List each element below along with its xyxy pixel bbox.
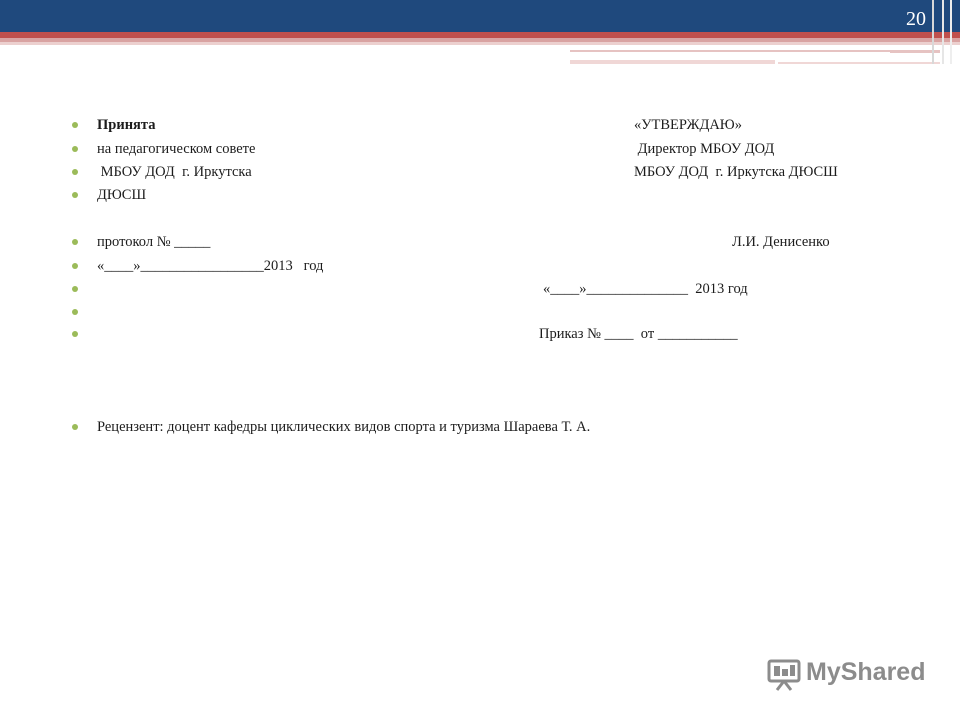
approve-heading: «УТВЕРЖДАЮ» xyxy=(634,117,742,133)
director-institution-line: МБОУ ДОД г. Иркутска ДЮСШ xyxy=(634,164,838,180)
institution-abbrev-line: ДЮСШ xyxy=(97,187,147,203)
reviewer-line: Рецензент: доцент кафедры циклических видов спорта и туризма Шараева Т. А. xyxy=(97,419,591,435)
accepted-heading: Принята xyxy=(97,117,156,133)
bullet-icon xyxy=(72,263,78,269)
bullet-icon xyxy=(72,331,78,337)
bullet-icon xyxy=(72,169,78,175)
bullet-icon xyxy=(72,286,78,292)
pedagogical-council-line: на педагогическом совете xyxy=(97,141,256,157)
header-divider xyxy=(950,0,952,64)
bullet-icon xyxy=(72,309,78,315)
header-accent-line-lower xyxy=(570,60,775,64)
watermark xyxy=(766,656,936,696)
approval-date-line: «____»______________ 2013 год xyxy=(543,281,748,297)
watermark-brand: MyShared xyxy=(806,658,926,686)
director-name: Л.И. Денисенко xyxy=(732,234,830,250)
accepted-date-line: «____»_________________2013 год xyxy=(97,258,324,274)
bullet-icon xyxy=(72,239,78,245)
header-accent-line-lower-right xyxy=(778,62,940,64)
header-divider xyxy=(942,0,944,64)
presentation-board-icon xyxy=(766,656,802,692)
bullet-icon xyxy=(72,192,78,198)
order-number-line: Приказ № ____ от ___________ xyxy=(539,326,738,342)
protocol-number-line: протокол № _____ xyxy=(97,234,211,250)
slide-number: 20 xyxy=(906,8,926,30)
institution-line: МБОУ ДОД г. Иркутска xyxy=(97,164,252,180)
header-accent-gap xyxy=(570,52,890,55)
director-title-line: Директор МБОУ ДОД xyxy=(634,141,775,157)
bullet-icon xyxy=(72,122,78,128)
bullet-icon xyxy=(72,146,78,152)
header-red-stripe-fade xyxy=(0,42,960,45)
bullet-icon xyxy=(72,424,78,430)
header-band xyxy=(0,0,960,32)
